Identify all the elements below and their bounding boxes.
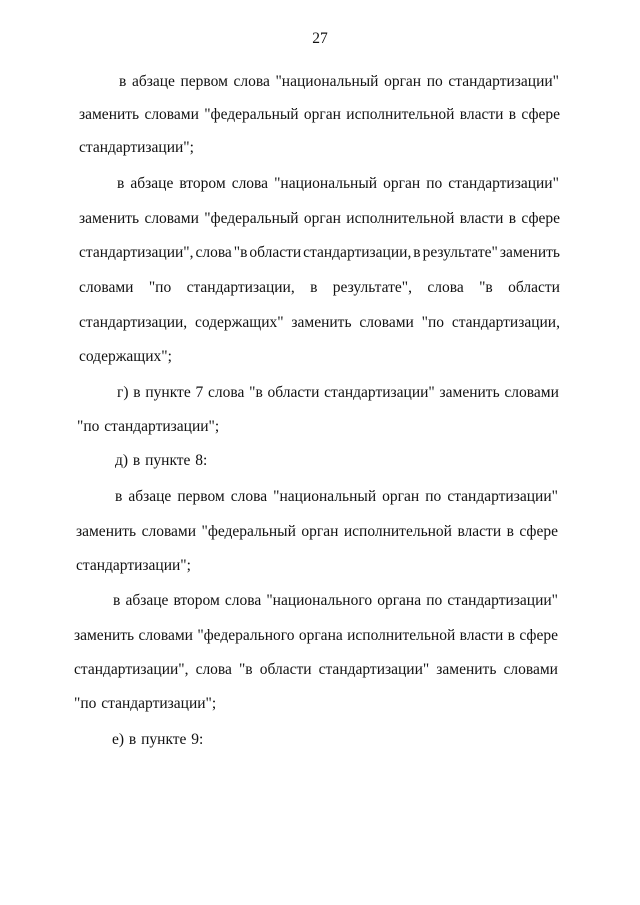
word: в <box>117 175 125 192</box>
text-line: содержащих"; <box>79 348 172 365</box>
word: "по <box>421 314 444 331</box>
word: по <box>426 592 443 609</box>
word: в <box>133 384 141 401</box>
text-line-justified <box>115 487 558 507</box>
word: "федеральный <box>204 210 299 227</box>
text-line <box>79 278 560 298</box>
word: втором <box>173 592 220 609</box>
word: области <box>267 384 320 401</box>
word: заменить <box>439 384 500 401</box>
word: заменить <box>74 627 135 644</box>
word: исполнительной <box>346 210 455 227</box>
text-line <box>113 591 558 611</box>
word: орган <box>301 523 339 540</box>
text-line-justified <box>117 383 559 403</box>
word: словами <box>79 279 134 296</box>
word: "национальный <box>273 488 377 505</box>
word: втором <box>179 175 226 192</box>
word: пункте <box>145 384 191 401</box>
word: заменить <box>79 210 140 227</box>
word: власти <box>459 210 504 227</box>
word: "по <box>148 279 172 296</box>
text-line <box>79 105 560 125</box>
word: исполнительной <box>346 106 455 123</box>
word: исполнительной <box>347 627 456 644</box>
text-line <box>74 660 558 680</box>
text-line <box>79 243 560 263</box>
word: в <box>413 244 421 261</box>
text-line <box>115 487 558 507</box>
word: 7 <box>195 384 204 401</box>
text-line: стандартизации"; <box>79 139 194 156</box>
word: слова <box>208 384 245 401</box>
text-line-justified <box>79 243 560 263</box>
word: результате", <box>332 279 412 296</box>
text-line-justified <box>74 660 558 680</box>
text-line: "по стандартизации"; <box>77 418 220 435</box>
word: сфере <box>519 627 558 644</box>
word: в <box>115 488 123 505</box>
word: стандартизации" <box>324 384 435 401</box>
word: заменить <box>79 106 140 123</box>
word: сфере <box>519 523 558 540</box>
word: по <box>425 488 442 505</box>
word: стандартизации, <box>451 314 560 331</box>
word: словами <box>504 384 559 401</box>
word: словами <box>144 106 199 123</box>
word: абзаце <box>125 592 169 609</box>
text-line <box>119 72 559 92</box>
word: орган <box>383 175 421 192</box>
word: орган <box>384 73 422 90</box>
word: "в <box>238 661 253 678</box>
text-line <box>79 313 560 333</box>
word: стандартизации" <box>318 661 430 678</box>
word: слова <box>233 73 270 90</box>
word: органа <box>377 592 422 609</box>
word: орган <box>303 210 341 227</box>
word: заменить <box>499 244 560 261</box>
word: словами <box>144 210 199 227</box>
word: "в <box>249 384 263 401</box>
word: заменить <box>291 314 352 331</box>
text-line-justified <box>79 313 560 333</box>
word: стандартизации", <box>79 244 194 261</box>
text-line-justified <box>79 209 560 229</box>
text-line-justified <box>76 522 558 542</box>
word: результате" <box>422 244 498 261</box>
word: в <box>506 523 514 540</box>
word: власти <box>457 523 502 540</box>
word: заменить <box>76 523 137 540</box>
word: слова <box>230 488 268 505</box>
text-line-justified <box>117 174 559 194</box>
word: в <box>507 627 515 644</box>
word: стандартизации", <box>74 661 189 678</box>
word: органа <box>298 627 343 644</box>
word: области <box>249 244 302 261</box>
word: сфере <box>521 210 560 227</box>
word: в <box>508 210 517 227</box>
word: "федерального <box>197 627 295 644</box>
text-line <box>117 383 559 403</box>
word: стандартизации" <box>448 175 559 192</box>
word: стандартизации, <box>79 314 188 331</box>
word: стандартизации" <box>447 488 558 505</box>
text-line: е) в пункте 9: <box>112 731 204 748</box>
word: первом <box>177 488 225 505</box>
text-line: "по стандартизации"; <box>74 695 217 712</box>
text-line <box>117 174 559 194</box>
text-line: д) в пункте 8: <box>115 452 208 469</box>
word: стандартизации, <box>186 279 295 296</box>
word: слова <box>224 592 262 609</box>
word: сфере <box>521 106 560 123</box>
word: "национальный <box>274 175 378 192</box>
word: "в <box>479 279 493 296</box>
text-line <box>76 522 558 542</box>
word: стандартизации" <box>448 73 559 90</box>
word: "в <box>233 244 248 261</box>
word: г) <box>117 384 129 401</box>
word: словами <box>359 314 414 331</box>
word: стандартизации, <box>303 244 412 261</box>
word: орган <box>303 106 341 123</box>
word: области <box>508 279 560 296</box>
word: словами <box>503 661 558 678</box>
text-line-justified <box>79 278 560 298</box>
text-line: стандартизации"; <box>76 557 191 574</box>
word: власти <box>459 627 504 644</box>
text-line-justified <box>119 72 559 92</box>
text-line-justified <box>79 105 560 125</box>
word: абзаце <box>131 73 175 90</box>
word: исполнительной <box>343 523 452 540</box>
word: в <box>310 279 318 296</box>
word: слова <box>195 661 232 678</box>
word: словами <box>141 523 197 540</box>
word: "национального <box>266 592 373 609</box>
word: области <box>259 661 312 678</box>
text-line <box>74 626 558 646</box>
word: власти <box>459 106 504 123</box>
word: по <box>426 175 443 192</box>
word: в <box>119 73 127 90</box>
word: слова <box>231 175 269 192</box>
word: стандартизации" <box>447 592 558 609</box>
word: словами <box>138 627 193 644</box>
text-line-justified <box>113 591 558 611</box>
word: заменить <box>436 661 497 678</box>
word: по <box>426 73 443 90</box>
word: "национальный <box>275 73 379 90</box>
word: "федеральный <box>204 106 299 123</box>
word: первом <box>180 73 228 90</box>
word: в <box>113 592 121 609</box>
page-number: 27 <box>312 30 328 47</box>
text-line-justified <box>74 626 558 646</box>
word: абзаце <box>128 488 172 505</box>
word: слова <box>195 244 232 261</box>
word: "федеральный <box>201 523 296 540</box>
text-line <box>79 209 560 229</box>
word: слова <box>427 279 464 296</box>
word: абзаце <box>130 175 174 192</box>
word: в <box>508 106 517 123</box>
word: орган <box>382 488 420 505</box>
word: содержащих" <box>194 314 284 331</box>
